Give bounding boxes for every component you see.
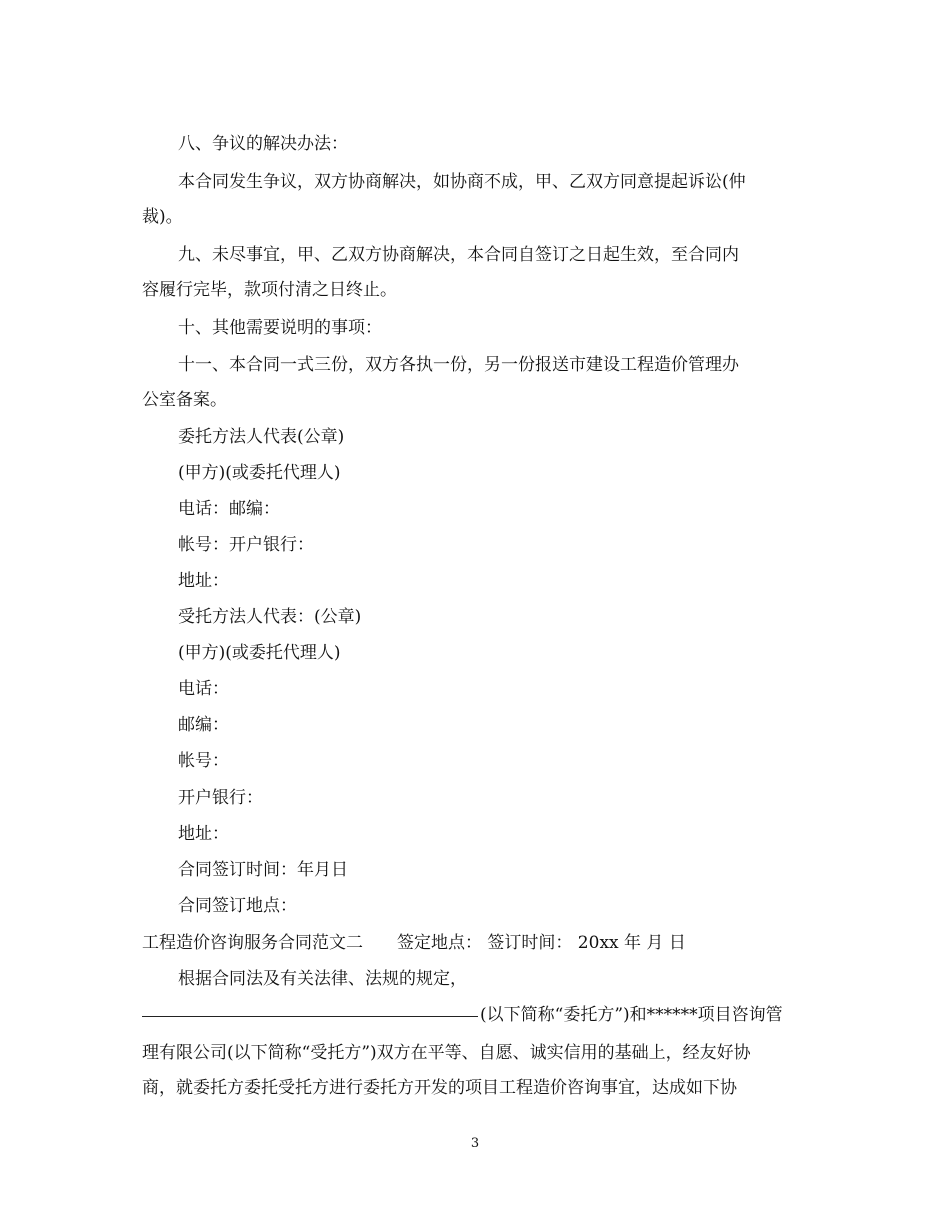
- client-phone-postcode: 电话：邮编：: [178, 499, 280, 519]
- blank-rule: [142, 1016, 478, 1017]
- section-11-line-1: 十一、本合同一式三份，双方各执一份，另一份报送市建设工程造价管理办: [178, 355, 739, 375]
- client-address: 地址：: [178, 571, 229, 591]
- contractor-phone: 电话：: [178, 679, 229, 699]
- contractor-postcode: 邮编：: [178, 715, 229, 735]
- contractor-representative: 受托方法人代表：(公章): [178, 607, 362, 627]
- contractor-party-agent: (甲方)(或委托代理人): [178, 643, 341, 663]
- contractor-account: 帐号：: [178, 751, 229, 771]
- intro-line-2: [142, 1004, 812, 1026]
- section-9-line-1: 九、未尽事宜，甲、乙双方协商解决，本合同自签订之日起生效，至合同内: [178, 245, 739, 265]
- contract-signing-place: 合同签订地点：: [178, 896, 297, 916]
- client-party-agent: (甲方)(或委托代理人): [178, 463, 341, 483]
- section-8-text-line-1: 本合同发生争议，双方协商解决，如协商不成，甲、乙双方同意提起诉讼(仲: [178, 172, 746, 192]
- contractor-address: 地址：: [178, 824, 229, 844]
- contractor-bank: 开户银行：: [178, 788, 263, 808]
- section-10-heading: 十、其他需要说明的事项：: [178, 318, 382, 338]
- section-11-line-2: 公室备案。: [142, 390, 227, 410]
- section-8-text-line-2: 裁)。: [142, 207, 183, 227]
- page-number: 3: [470, 1136, 480, 1151]
- client-representative: 委托方法人代表(公章): [178, 427, 345, 447]
- sample-two-title-line: 工程造价咨询服务合同范文二 签定地点： 签订时间： 20xx 年 月 日: [142, 933, 686, 953]
- section-8-heading: 八、争议的解决办法：: [178, 134, 348, 154]
- intro-line-2-text: (以下简称“委托方”)和******项目咨询管: [480, 1005, 783, 1025]
- intro-line-3: 理有限公司(以下简称“受托方”)双方在平等、自愿、诚实信用的基础上，经友好协: [142, 1043, 751, 1063]
- contract-signing-time: 合同签订时间：年月日: [178, 860, 348, 880]
- intro-line-4: 商，就委托方委托受托方进行委托方开发的项目工程造价咨询事宜，达成如下协: [142, 1078, 737, 1098]
- intro-line-1: 根据合同法及有关法律、法规的规定，: [178, 969, 467, 989]
- client-account-bank: 帐号：开户银行：: [178, 535, 314, 555]
- section-9-line-2: 容履行完毕，款项付清之日终止。: [142, 280, 397, 300]
